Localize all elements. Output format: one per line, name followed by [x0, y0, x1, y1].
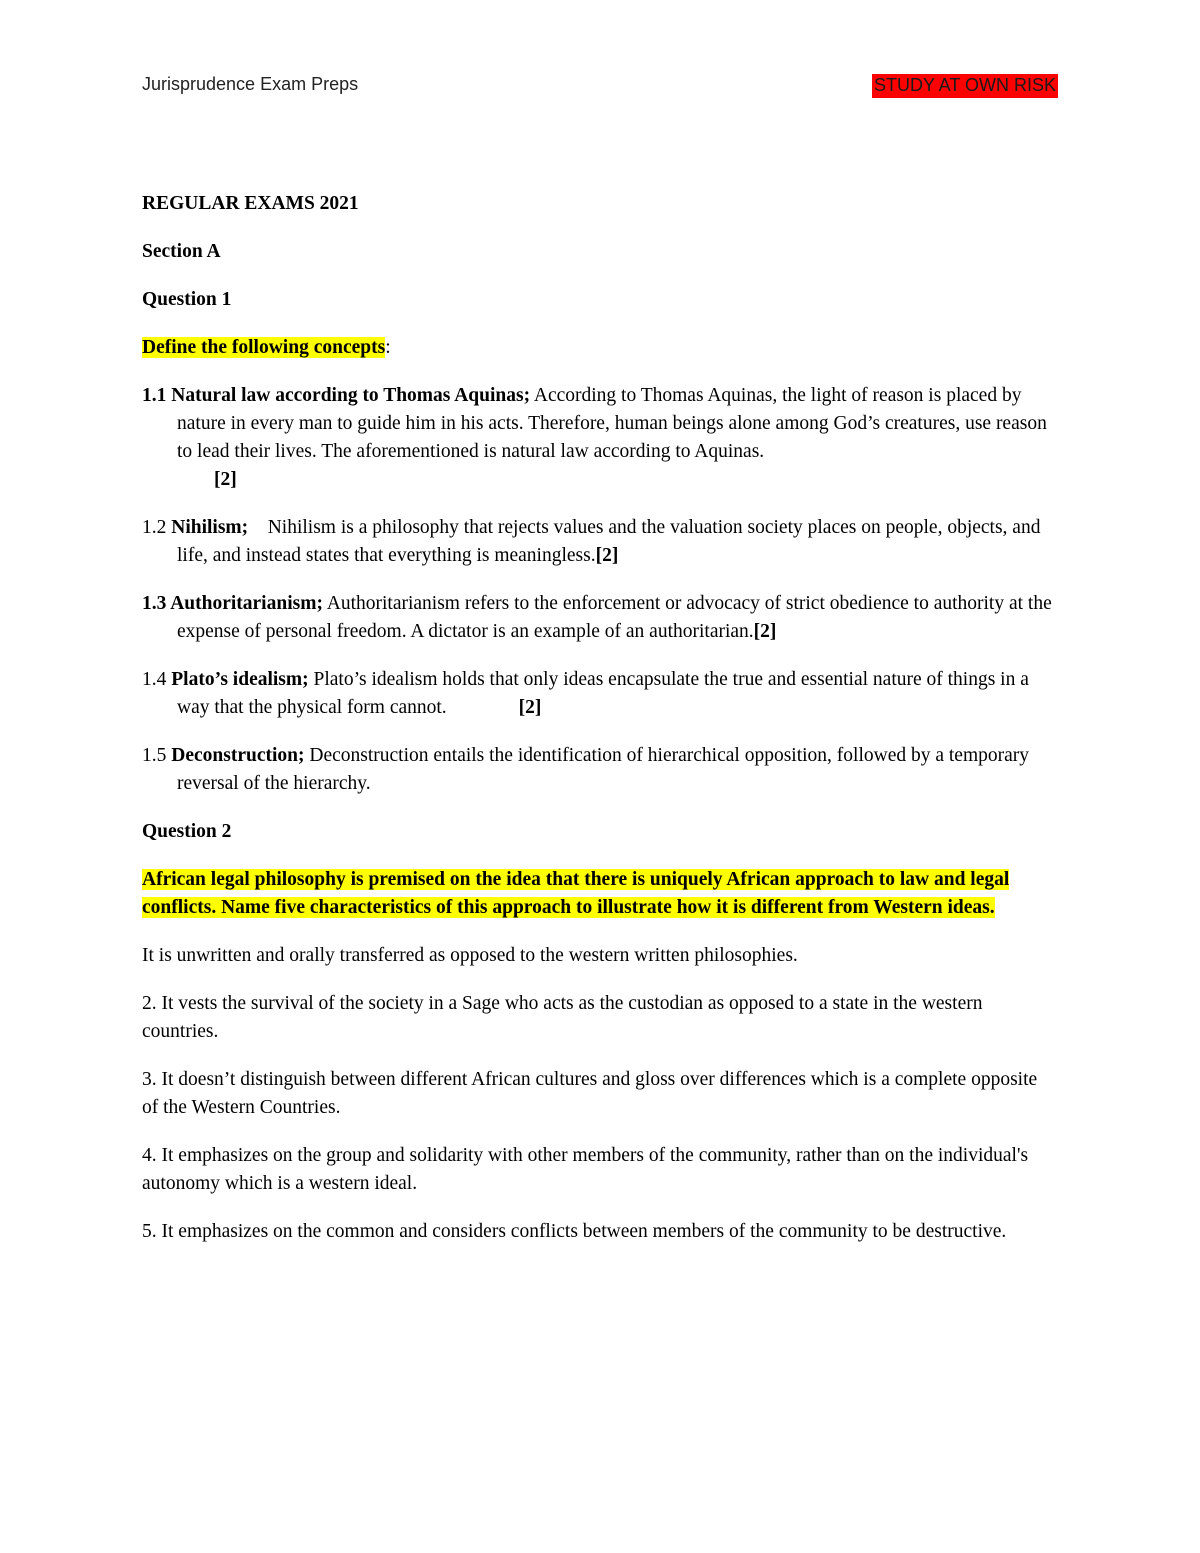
item-text: Nihilism is a philosophy that rejects values and the valuation society places on people, objects, and life, and instead states that everything is meaningless.	[177, 517, 1046, 566]
question-2-heading: Question 2	[142, 821, 232, 842]
item-number: 1.1	[142, 385, 172, 406]
exam-title: REGULAR EXAMS 2021	[142, 193, 359, 214]
definition-item-1	[142, 382, 1058, 494]
item-number: 1.4	[142, 669, 172, 690]
item-term: Plato’s idealism;	[171, 669, 309, 690]
answer-item-4: 4. It emphasizes on the group and solidarity with other members of the community, rather than on the individual's autonomy which is a western ideal.	[142, 1145, 1029, 1194]
item-marks: [2]	[518, 697, 542, 718]
item-term: Authoritarianism;	[170, 593, 323, 614]
answer-item-5: 5. It emphasizes on the common and considers conflicts between members of the community to be destructive.	[142, 1221, 1007, 1242]
definition-item-3	[142, 590, 1058, 646]
item-term: Deconstruction;	[171, 745, 305, 766]
item-text: Plato’s idealism holds that only ideas encapsulate the true and essential nature of things in a way that the physical form cannot.	[177, 669, 1029, 718]
definition-item-2	[142, 514, 1058, 570]
document-body	[142, 190, 1058, 1246]
item-marks: [2]	[214, 469, 237, 490]
question-1-prompt-text: Define the following concepts	[142, 337, 386, 358]
item-number: 1.5	[142, 745, 172, 766]
item-term: Nihilism;	[171, 517, 249, 538]
item-text: According to Thomas Aquinas, the light of reason is placed by nature in every man to guide him in his acts. Therefore, human beings alone among God’s creatures, use reason to lead their lives. The aforementioned is natural law according to Aquinas.	[177, 385, 1047, 462]
answer-item-1: It is unwritten and orally transferred as opposed to the western written philosophies.	[142, 945, 798, 966]
definition-item-4	[142, 666, 1058, 722]
item-term: Natural law according to Thomas Aquinas;	[171, 385, 531, 406]
item-marks: [2]	[595, 545, 619, 566]
item-number: 1.3	[142, 593, 171, 614]
answer-item-2: 2. It vests the survival of the society in a Sage who acts as the custodian as opposed to a state in the western countries.	[142, 993, 983, 1042]
item-marks: [2]	[753, 621, 777, 642]
header-title: Jurisprudence Exam Preps	[142, 74, 359, 94]
item-text: Authoritarianism refers to the enforcement or advocacy of strict obedience to authority at the expense of personal freedom. A dictator is an example of an authoritarian.	[177, 593, 1052, 642]
section-heading: Section A	[142, 241, 221, 262]
risk-banner: STUDY AT OWN RISK	[872, 74, 1058, 98]
question-1-heading: Question 1	[142, 289, 232, 310]
definition-item-5	[142, 742, 1058, 798]
question-2-prompt-text: African legal philosophy is premised on the idea that there is uniquely African approach to law and legal conflicts. Name five characteristics of this approach to illustrate how it is different from Western ideas.	[142, 869, 1010, 918]
answer-item-3: 3. It doesn’t distinguish between different African cultures and gloss over differences which is a complete opposite of the Western Countries.	[142, 1069, 1038, 1118]
prompt-colon: :	[385, 337, 391, 358]
item-number: 1.2	[142, 517, 172, 538]
item-text: Deconstruction entails the identification of hierarchical opposition, followed by a temporary reversal of the hierarchy.	[177, 745, 1030, 794]
question-2-prompt	[142, 866, 1058, 922]
question-1-prompt	[142, 334, 1058, 362]
